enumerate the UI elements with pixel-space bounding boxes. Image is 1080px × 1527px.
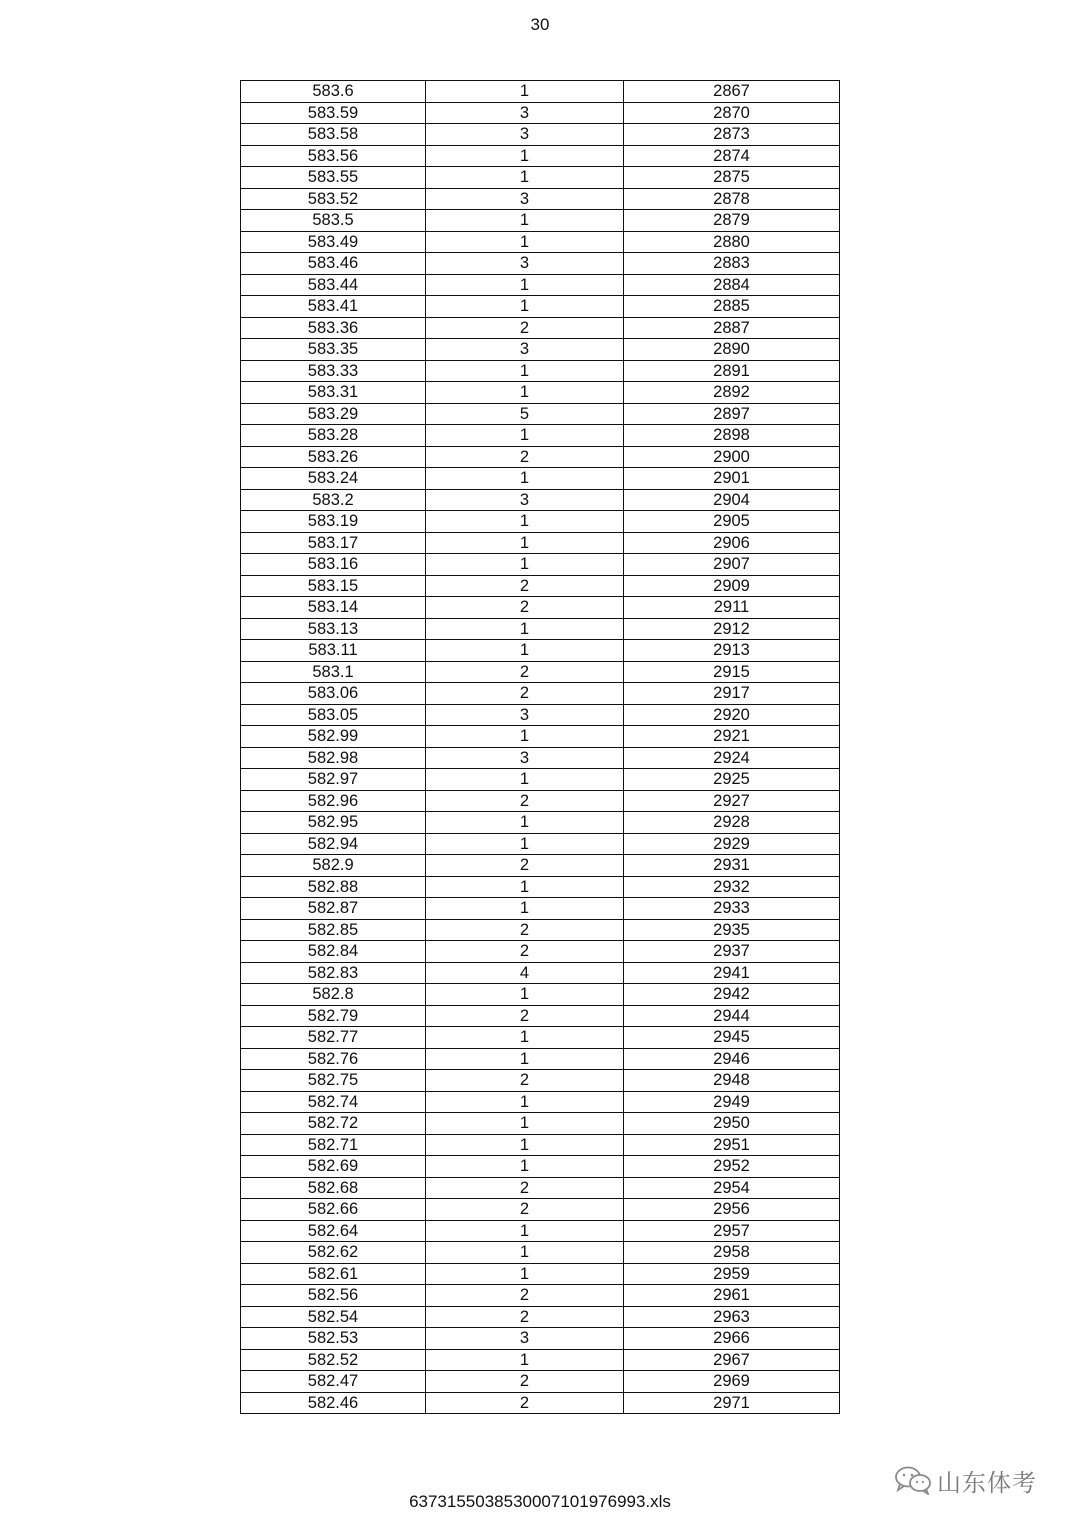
score-cell: 583.55 [241,167,426,189]
score-cell: 582.53 [241,1328,426,1350]
table-row [241,1328,840,1350]
table-row [241,1070,840,1092]
count-cell: 1 [426,231,624,253]
cumulative-cell: 2911 [624,597,840,619]
cumulative-cell: 2901 [624,468,840,490]
count-cell: 1 [426,382,624,404]
file-name: 6373155038530007101976993.xls [409,1492,671,1511]
cumulative-cell: 2966 [624,1328,840,1350]
table-row [241,984,840,1006]
table-row [241,919,840,941]
count-cell: 3 [426,747,624,769]
table-row [241,898,840,920]
score-cell: 582.69 [241,1156,426,1178]
table-row [241,747,840,769]
score-cell: 582.83 [241,962,426,984]
score-cell: 583.6 [241,81,426,103]
score-cell: 582.72 [241,1113,426,1135]
table-row [241,597,840,619]
count-cell: 2 [426,683,624,705]
table-row [241,231,840,253]
score-cell: 583.05 [241,704,426,726]
table-row [241,1134,840,1156]
cumulative-cell: 2884 [624,274,840,296]
count-cell: 1 [426,167,624,189]
count-cell: 1 [426,726,624,748]
table-row [241,1285,840,1307]
score-cell: 582.66 [241,1199,426,1221]
cumulative-cell: 2897 [624,403,840,425]
count-cell: 1 [426,1156,624,1178]
score-cell: 583.44 [241,274,426,296]
count-cell: 1 [426,984,624,1006]
table-row [241,532,840,554]
count-cell: 1 [426,210,624,232]
table-row [241,339,840,361]
cumulative-cell: 2948 [624,1070,840,1092]
score-cell: 582.61 [241,1263,426,1285]
cumulative-cell: 2900 [624,446,840,468]
count-cell: 1 [426,425,624,447]
count-cell: 1 [426,360,624,382]
count-cell: 1 [426,532,624,554]
score-cell: 583.24 [241,468,426,490]
score-cell: 582.52 [241,1349,426,1371]
cumulative-cell: 2957 [624,1220,840,1242]
cumulative-cell: 2933 [624,898,840,920]
score-cell: 583.58 [241,124,426,146]
count-cell: 3 [426,188,624,210]
cumulative-cell: 2880 [624,231,840,253]
cumulative-cell: 2904 [624,489,840,511]
table-row [241,1199,840,1221]
score-cell: 582.64 [241,1220,426,1242]
count-cell: 1 [426,1091,624,1113]
score-cell: 582.85 [241,919,426,941]
score-cell: 582.71 [241,1134,426,1156]
count-cell: 1 [426,1349,624,1371]
cumulative-cell: 2924 [624,747,840,769]
count-cell: 1 [426,1263,624,1285]
score-cell: 583.31 [241,382,426,404]
table-row [241,790,840,812]
table-row [241,360,840,382]
score-cell: 583.06 [241,683,426,705]
count-cell: 3 [426,124,624,146]
score-cell: 582.8 [241,984,426,1006]
table-row [241,876,840,898]
cumulative-cell: 2941 [624,962,840,984]
cumulative-cell: 2935 [624,919,840,941]
count-cell: 1 [426,468,624,490]
cumulative-cell: 2873 [624,124,840,146]
table-row [241,425,840,447]
score-cell: 583.36 [241,317,426,339]
table-row [241,317,840,339]
cumulative-cell: 2931 [624,855,840,877]
cumulative-cell: 2927 [624,790,840,812]
count-cell: 2 [426,1177,624,1199]
table-row [241,145,840,167]
count-cell: 2 [426,446,624,468]
cumulative-cell: 2892 [624,382,840,404]
table-row [241,1156,840,1178]
score-cell: 583.2 [241,489,426,511]
cumulative-cell: 2929 [624,833,840,855]
score-cell: 583.56 [241,145,426,167]
score-cell: 583.33 [241,360,426,382]
count-cell: 2 [426,1371,624,1393]
cumulative-cell: 2898 [624,425,840,447]
page-number: 30 [530,15,550,34]
score-cell: 583.17 [241,532,426,554]
cumulative-cell: 2963 [624,1306,840,1328]
cumulative-cell: 2907 [624,554,840,576]
cumulative-cell: 2949 [624,1091,840,1113]
count-cell: 2 [426,1306,624,1328]
cumulative-cell: 2883 [624,253,840,275]
count-cell: 2 [426,919,624,941]
cumulative-cell: 2887 [624,317,840,339]
table-row [241,941,840,963]
table-row [241,554,840,576]
cumulative-cell: 2870 [624,102,840,124]
table-row [241,962,840,984]
cumulative-cell: 2954 [624,1177,840,1199]
table-row [241,511,840,533]
cumulative-cell: 2913 [624,640,840,662]
count-cell: 1 [426,833,624,855]
table-row [241,468,840,490]
cumulative-cell: 2958 [624,1242,840,1264]
count-cell: 3 [426,253,624,275]
table-row [241,81,840,103]
count-cell: 2 [426,575,624,597]
cumulative-cell: 2937 [624,941,840,963]
cumulative-cell: 2956 [624,1199,840,1221]
count-cell: 1 [426,1134,624,1156]
score-cell: 582.75 [241,1070,426,1092]
score-cell: 583.11 [241,640,426,662]
cumulative-cell: 2875 [624,167,840,189]
table-row [241,618,840,640]
score-cell: 583.19 [241,511,426,533]
count-cell: 3 [426,339,624,361]
table-row [241,124,840,146]
score-cell: 582.84 [241,941,426,963]
table-row [241,1091,840,1113]
score-cell: 582.76 [241,1048,426,1070]
count-cell: 2 [426,1199,624,1221]
score-table [240,80,840,1414]
score-cell: 583.1 [241,661,426,683]
table-body [241,81,840,1414]
table-row [241,1005,840,1027]
table-row [241,1048,840,1070]
cumulative-cell: 2885 [624,296,840,318]
count-cell: 3 [426,102,624,124]
count-cell: 1 [426,769,624,791]
table-row [241,812,840,834]
cumulative-cell: 2945 [624,1027,840,1049]
table-row [241,274,840,296]
count-cell: 1 [426,1027,624,1049]
cumulative-cell: 2879 [624,210,840,232]
score-cell: 583.26 [241,446,426,468]
cumulative-cell: 2925 [624,769,840,791]
count-cell: 1 [426,274,624,296]
table-row [241,403,840,425]
score-cell: 583.5 [241,210,426,232]
cumulative-cell: 2874 [624,145,840,167]
score-cell: 582.94 [241,833,426,855]
table-row [241,726,840,748]
table-row [241,1220,840,1242]
count-cell: 2 [426,661,624,683]
score-cell: 582.9 [241,855,426,877]
score-cell: 582.47 [241,1371,426,1393]
score-cell: 583.35 [241,339,426,361]
count-cell: 1 [426,296,624,318]
cumulative-cell: 2961 [624,1285,840,1307]
table-row [241,253,840,275]
table-row [241,575,840,597]
cumulative-cell: 2917 [624,683,840,705]
table-row [241,769,840,791]
count-cell: 1 [426,812,624,834]
count-cell: 1 [426,1242,624,1264]
table-row [241,167,840,189]
cumulative-cell: 2952 [624,1156,840,1178]
score-cell: 583.59 [241,102,426,124]
count-cell: 1 [426,554,624,576]
table-row [241,296,840,318]
score-cell: 582.56 [241,1285,426,1307]
cumulative-cell: 2920 [624,704,840,726]
score-cell: 583.13 [241,618,426,640]
count-cell: 3 [426,704,624,726]
score-cell: 582.77 [241,1027,426,1049]
score-cell: 583.15 [241,575,426,597]
cumulative-cell: 2905 [624,511,840,533]
count-cell: 1 [426,81,624,103]
count-cell: 1 [426,876,624,898]
cumulative-cell: 2946 [624,1048,840,1070]
cumulative-cell: 2944 [624,1005,840,1027]
count-cell: 2 [426,597,624,619]
cumulative-cell: 2878 [624,188,840,210]
table-row [241,102,840,124]
table-row [241,1306,840,1328]
table-row [241,188,840,210]
table-row [241,661,840,683]
table-row [241,446,840,468]
table-row [241,1242,840,1264]
count-cell: 3 [426,489,624,511]
count-cell: 1 [426,145,624,167]
score-cell: 582.95 [241,812,426,834]
cumulative-cell: 2969 [624,1371,840,1393]
count-cell: 2 [426,1070,624,1092]
table-row [241,489,840,511]
score-cell: 583.29 [241,403,426,425]
table-row [241,640,840,662]
table-row [241,382,840,404]
table-row [241,1027,840,1049]
score-cell: 582.62 [241,1242,426,1264]
count-cell: 2 [426,941,624,963]
count-cell: 3 [426,1328,624,1350]
score-cell: 582.96 [241,790,426,812]
count-cell: 1 [426,1220,624,1242]
table-row [241,833,840,855]
table-row [241,1113,840,1135]
count-cell: 2 [426,1285,624,1307]
score-cell: 583.49 [241,231,426,253]
table-row [241,1349,840,1371]
count-cell: 1 [426,1113,624,1135]
table-row [241,683,840,705]
cumulative-cell: 2950 [624,1113,840,1135]
count-cell: 2 [426,1392,624,1414]
score-cell: 582.99 [241,726,426,748]
count-cell: 2 [426,317,624,339]
score-cell: 583.16 [241,554,426,576]
cumulative-cell: 2942 [624,984,840,1006]
score-cell: 583.41 [241,296,426,318]
score-cell: 583.52 [241,188,426,210]
cumulative-cell: 2891 [624,360,840,382]
cumulative-cell: 2971 [624,1392,840,1414]
table-row [241,855,840,877]
cumulative-cell: 2915 [624,661,840,683]
cumulative-cell: 2890 [624,339,840,361]
cumulative-cell: 2906 [624,532,840,554]
cumulative-cell: 2921 [624,726,840,748]
score-cell: 583.28 [241,425,426,447]
count-cell: 5 [426,403,624,425]
count-cell: 2 [426,790,624,812]
score-cell: 582.68 [241,1177,426,1199]
count-cell: 1 [426,511,624,533]
cumulative-cell: 2951 [624,1134,840,1156]
score-cell: 582.74 [241,1091,426,1113]
count-cell: 2 [426,855,624,877]
table-row [241,210,840,232]
count-cell: 1 [426,640,624,662]
cumulative-cell: 2932 [624,876,840,898]
score-cell: 582.79 [241,1005,426,1027]
cumulative-cell: 2928 [624,812,840,834]
cumulative-cell: 2912 [624,618,840,640]
table-row [241,1263,840,1285]
table-row [241,1371,840,1393]
count-cell: 4 [426,962,624,984]
score-cell: 582.46 [241,1392,426,1414]
score-cell: 583.14 [241,597,426,619]
table-row [241,704,840,726]
count-cell: 2 [426,1005,624,1027]
score-cell: 582.88 [241,876,426,898]
cumulative-cell: 2867 [624,81,840,103]
table-row [241,1177,840,1199]
score-cell: 582.97 [241,769,426,791]
count-cell: 1 [426,618,624,640]
count-cell: 1 [426,898,624,920]
score-cell: 582.98 [241,747,426,769]
cumulative-cell: 2909 [624,575,840,597]
table-row [241,1392,840,1414]
score-cell: 583.46 [241,253,426,275]
score-cell: 582.54 [241,1306,426,1328]
cumulative-cell: 2959 [624,1263,840,1285]
cumulative-cell: 2967 [624,1349,840,1371]
count-cell: 1 [426,1048,624,1070]
score-cell: 582.87 [241,898,426,920]
watermark-text: 山东体考 [937,1468,1037,1497]
